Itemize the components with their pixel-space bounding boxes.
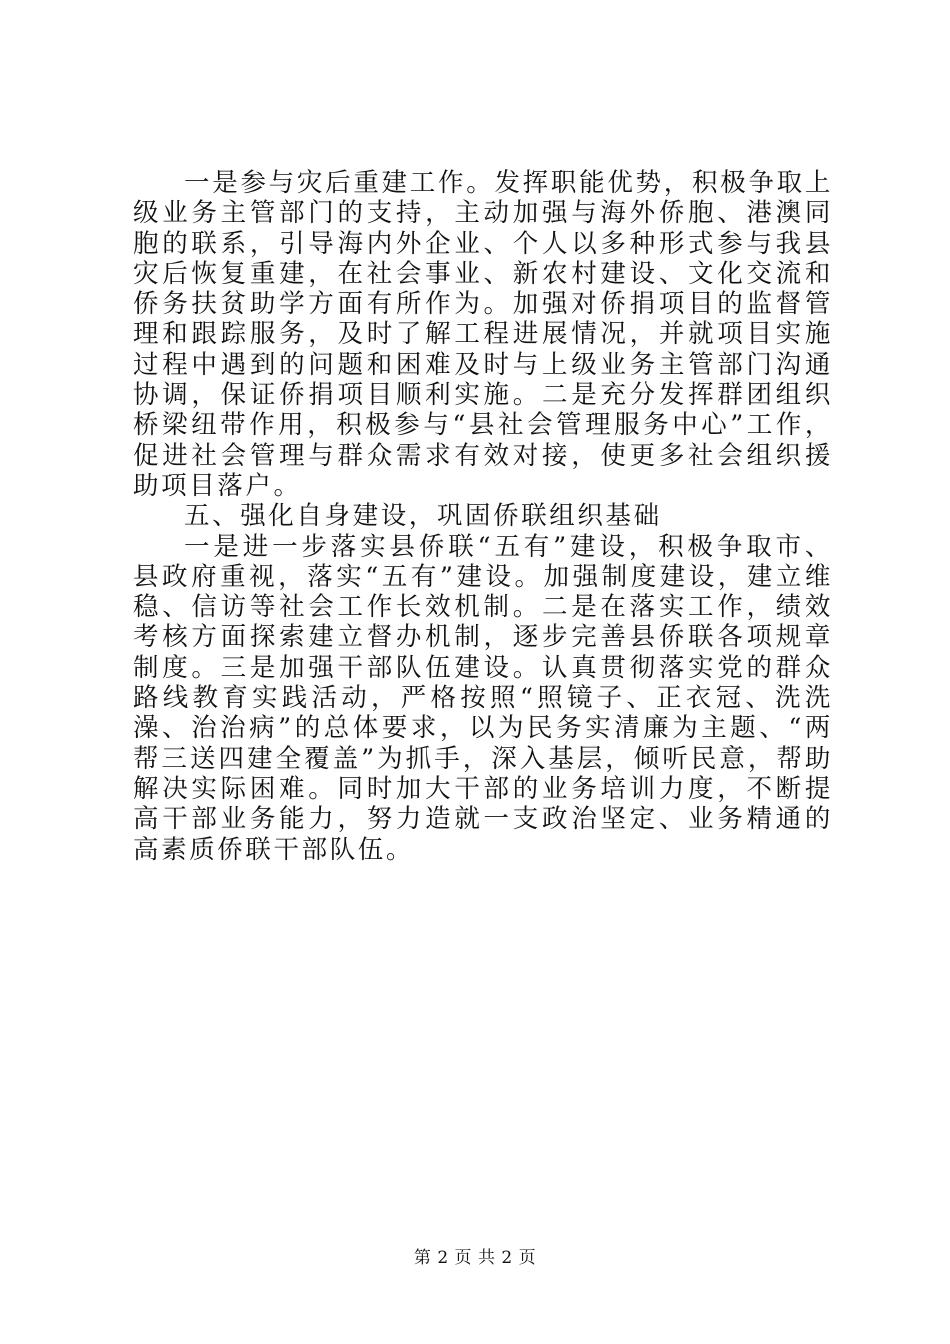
- document-body: [133, 168, 833, 865]
- section-heading-self-building: 五、强化自身建设，巩固侨联组织基础: [184, 501, 662, 532]
- page-number-footer: 第 2 页 共 2 页: [413, 1248, 537, 1268]
- paragraph-disaster-reconstruction: 一是参与灾后重建工作。发挥职能优势，积极争取上级业务主管部门的支持，主动加强与海外侨胞、港澳同胞的联系，引导海内外企业、个人以多种形式参与我县灾后恢复重建，在社会事业、新农村建设、文化交流和侨务扶贫助学方面有所作为。加强对侨捐项目的监督管理和跟踪服务，及时了解工程进展情况，并就项目实施过程中遇到的问题和困难及时与上级业务主管部门沟通协调，保证侨捐项目顺利实施。二是充分发挥群团组织桥梁纽带作用，积极参与“县社会管理服务中心”工作，促进社会管理与群众需求有效对接，使更多社会组织援助项目落户。: [133, 168, 833, 501]
- paragraph-organization-building: 一是进一步落实县侨联“五有”建设，积极争取市、县政府重视，落实“五有”建设。加强制度建设，建立维稳、信访等社会工作长效机制。二是在落实工作，绩效考核方面探索建立督办机制，逐步完善县侨联各项规章制度。三是加强干部队伍建设。认真贯彻落实党的群众路线教育实践活动，严格按照“照镜子、正衣冠、洗洗澡、治治病”的总体要求，以为民务实清廉为主题、“两帮三送四建全覆盖”为抓手，深入基层，倾听民意，帮助解决实际困难。同时加大干部的业务培训力度，不断提高干部业务能力，努力造就一支政治坚定、业务精通的高素质侨联干部队伍。: [133, 531, 834, 865]
